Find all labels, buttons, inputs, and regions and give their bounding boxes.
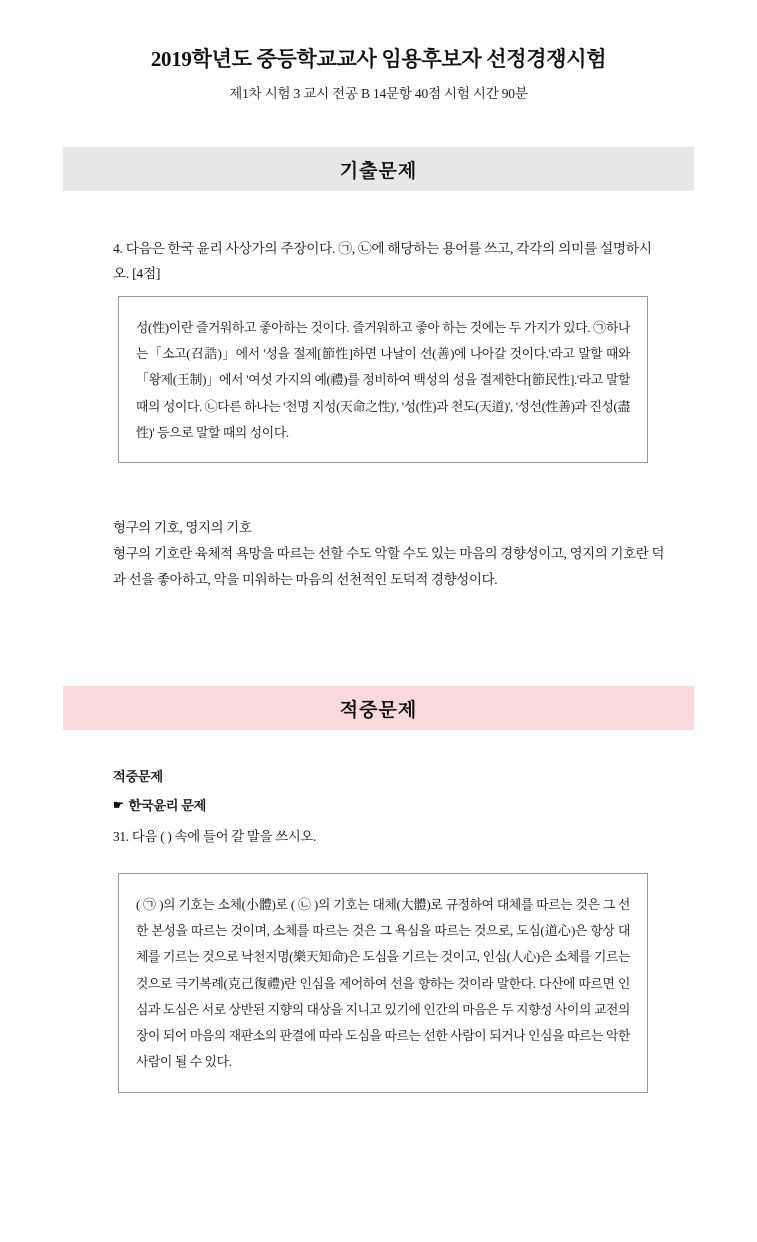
- section-banner-past-exam: [63, 147, 694, 191]
- page-title: 2019학년도 중등학교교사 임용후보자 선정경쟁시험: [150, 47, 607, 71]
- past-exam-answer: [113, 515, 673, 593]
- prediction-bullet-label: 한국윤리 문제: [128, 798, 207, 813]
- past-exam-answer-line-1: 형구의 기호, 영지의 기호: [113, 520, 252, 535]
- past-exam-quote-box: 성(性)이란 즐거워하고 좋아하는 것이다. 즐거워하고 좋아 하는 것에는 두 가지가 있다. ㉠하나는「소고(召誥)」에서 '성을 절제[節性]하면 나날이 선(善)에 나아갈 것이다.'라고 말할 때와「왕제(王制)」에서 '여섯 가지의 예(禮)를 정비하여 백성의 성을 절제한다[節民性].'라고 말할 때의 성이다. ㉡다른 하나는 '천명 지성(天命之性)', '성(性)과 천도(天道)', '성선(性善)과 진성(盡性)' 등으로 말할 때의 성이다.: [118, 296, 648, 463]
- section-banner-past-exam-label: 기출문제: [339, 160, 418, 182]
- past-exam-answer-line-2: 형구의 기호란 육체적 욕망을 따르는 선할 수도 악할 수도 있는 마음의 경향성이고, 영지의 기호란 덕과 선을 좋아하고, 악을 미워하는 마음의 선천적인 도덕적 경향성이다.: [113, 546, 665, 588]
- prediction-quote-box: ( ㉠ )의 기호는 소체(小體)로 ( ㉡ )의 기호는 대체(大體)로 규정하여 대체를 따르는 것은 그 선한 본성을 따르는 것이며, 소체를 따르는 것은 그 욕심을 따르는 것으로, 도심(道心)은 항상 대체를 기르는 것으로 낙천지명(樂天知命)은 도심을 기르는 것이고, 인심(人心)은 소체를 기르는 것으로 극기복례(克己復禮)란 인심을 제어하여 선을 향하는 것이라 말한다. 다산에 따르면 인심과 도심은 서로 상반된 지향의 대상을 지니고 있기에 인간의 마음은 두 지향성 사이의 교전의 장이 되어 마음의 재판소의 판결에 따라 도심을 따르는 선한 사람이 되거나 인심을 따르는 악한 사람이 될 수 있다.: [118, 873, 648, 1093]
- prediction-sub-heading: 적중문제: [113, 769, 163, 784]
- pointing-hand-icon: ☛: [113, 797, 124, 812]
- past-exam-question-stem: 4. 다음은 한국 윤리 사상가의 주장이다. ㉠, ㉡에 해당하는 용어를 쓰고, 각각의 의미를 설명하시오. [4점]: [113, 241, 652, 282]
- page-subtitle: 제1차 시험 3 교시 전공 B 14문항 40점 시험 시간 90분: [229, 86, 528, 102]
- prediction-bullet-line: [113, 795, 206, 814]
- section-banner-prediction-label: 적중문제: [339, 699, 418, 721]
- document-header: [0, 0, 757, 102]
- section-banner-prediction: [63, 686, 694, 730]
- prediction-question-stem: 31. 다음 ( ) 속에 들어 갈 말을 쓰시오.: [113, 829, 317, 844]
